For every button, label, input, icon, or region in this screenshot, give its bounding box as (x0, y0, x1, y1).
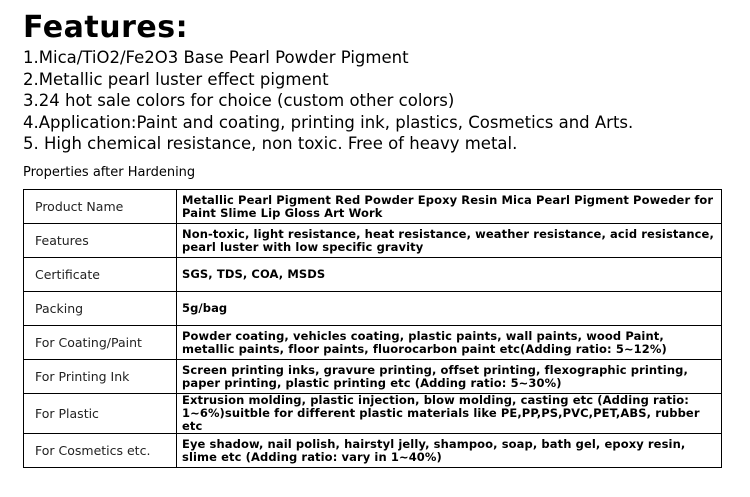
row-value-text: SGS, TDS, COA, MSDS (182, 267, 326, 281)
row-label: Product Name (24, 190, 177, 224)
row-value-text: 5g/bag (182, 301, 228, 315)
feature-item: 4.Application:Paint and coating, printing ink, plastics, Cosmetics and Arts. (23, 112, 634, 132)
row-label: Features (24, 224, 177, 258)
feature-item: 2.Metallic pearl luster effect pigment (23, 69, 329, 89)
row-value-text: Screen printing inks, gravure printing, offset printing, flexographic printing, paper printing, plastic printing etc (Adding ratio: 5~30%) (182, 362, 688, 390)
feature-item: 3.24 hot sale colors for choice (custom other colors) (23, 91, 455, 110)
row-value-text: Non-toxic, light resistance, heat resistance, weather resistance, acid resistance, pearl luster with low specific gravity (182, 226, 714, 254)
table-row (24, 292, 722, 326)
properties-title: Properties after Hardening (23, 165, 196, 180)
row-value (177, 258, 722, 292)
table-row (24, 190, 722, 224)
properties-table (23, 189, 722, 468)
row-label: For Printing Ink (24, 360, 177, 394)
row-value-text: Metallic Pearl Pigment Red Powder Epoxy Resin Mica Pearl Pigment Poweder for Paint Slime Lip Gloss Art Work (182, 192, 714, 220)
table-row (24, 360, 722, 394)
table-row (24, 434, 722, 468)
table-row (24, 224, 722, 258)
row-value (177, 224, 722, 258)
table-row (24, 258, 722, 292)
feature-item: 5. High chemical resistance, non toxic. Free of heavy metal. (23, 134, 518, 153)
row-value-text: Extrusion molding, plastic injection, blow molding, casting etc (Adding ratio: 1~6%)suitble for different plastic materials like PE,PP,PS,PVC,PET,ABS, rubber etc (182, 393, 700, 433)
row-value-text: Powder coating, vehicles coating, plastic paints, wall paints, wood Paint, metallic paints, floor paints, fluorocarbon paint etc(Adding ratio: 5~12%) (182, 328, 667, 356)
row-value (177, 360, 722, 394)
table-row (24, 326, 722, 360)
row-value (177, 326, 722, 360)
features-list (23, 47, 633, 155)
row-value-text: Eye shadow, nail polish, hairstyl jelly, shampoo, soap, bath gel, epoxy resin, slime etc (Adding ratio: vary in 1~40%) (182, 436, 686, 464)
row-label: For Plastic (24, 394, 177, 434)
row-label: Packing (24, 292, 177, 326)
row-value (177, 190, 722, 224)
feature-item: 1.Mica/TiO2/Fe2O3 Base Pearl Powder Pigment (23, 48, 409, 67)
row-value (177, 292, 722, 326)
row-value (177, 394, 722, 434)
row-label: For Cosmetics etc. (24, 434, 177, 468)
features-heading: Features: (23, 10, 189, 45)
row-label: Certificate (24, 258, 177, 292)
row-value (177, 434, 722, 468)
row-label: For Coating/Paint (24, 326, 177, 360)
table-row (24, 394, 722, 434)
